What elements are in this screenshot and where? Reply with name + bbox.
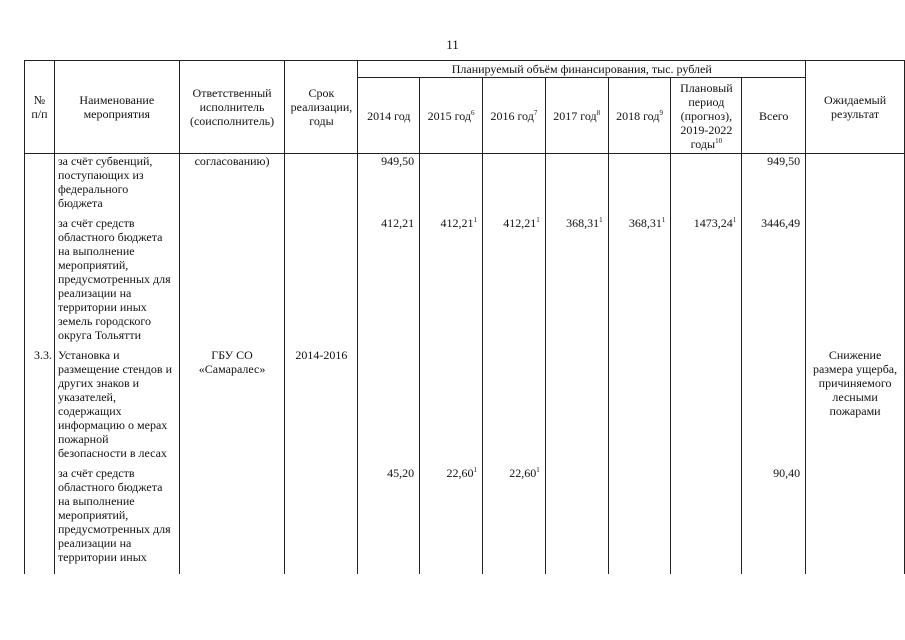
- row-total: 949,50: [742, 154, 806, 217]
- row-responsible: [179, 216, 285, 348]
- table-row: [25, 216, 905, 348]
- row-result: [806, 154, 905, 217]
- header-responsible: Ответственный исполнитель (соисполнитель): [179, 61, 285, 154]
- header-name: Наименование мероприятия: [54, 61, 179, 154]
- row-2016: [482, 154, 545, 217]
- row-plan: [671, 348, 742, 466]
- row-2016: [482, 348, 545, 466]
- row-total: 90,40: [742, 466, 806, 574]
- header-2017: 2017 год$^8$: [545, 78, 608, 154]
- row-2015: 412,21$^1$: [420, 216, 483, 348]
- row-total: [742, 348, 806, 466]
- row-total: 3446,49: [742, 216, 806, 348]
- table-row: [25, 348, 905, 466]
- row-plan: 1473,24$^1$: [671, 216, 742, 348]
- row-2018: [608, 348, 671, 466]
- row-2017: [545, 348, 608, 466]
- page-number: 11: [446, 37, 459, 52]
- row-num: [25, 154, 55, 217]
- header-num: № п/п: [25, 61, 55, 154]
- row-name: за счёт средств областного бюджета на выполнение мероприятий, предусмотренных для реализации на территории иных земель городского округа Тольятти: [54, 216, 179, 348]
- row-name: за счёт субвенций, поступающих из федерального бюджета: [54, 154, 179, 217]
- row-term: [285, 466, 358, 574]
- header-2015: 2015 год$^6$: [420, 78, 483, 154]
- row-2015: [420, 154, 483, 217]
- row-responsible: ГБУ СО «Самаралес»: [179, 348, 285, 466]
- row-2015: [420, 348, 483, 466]
- table-header: [25, 61, 905, 154]
- row-2017: [545, 154, 608, 217]
- table-body: [25, 154, 905, 575]
- row-term: [285, 216, 358, 348]
- row-result: [806, 216, 905, 348]
- header-2014: 2014 год: [358, 78, 420, 154]
- row-2018: [608, 154, 671, 217]
- table-row: [25, 466, 905, 574]
- row-result: Снижение размера ущерба, причиняемого лесными пожарами: [806, 348, 905, 466]
- row-2014: 412,21: [358, 216, 420, 348]
- row-2018: 368,31$^1$: [608, 216, 671, 348]
- header-financing: Планируемый объём финансирования, тыс. рублей: [358, 61, 806, 78]
- financing-table: [24, 60, 905, 574]
- row-2018: [608, 466, 671, 574]
- header-result: Ожидаемый результат: [806, 61, 905, 154]
- row-term: [285, 154, 358, 217]
- row-2014: 949,50: [358, 154, 420, 217]
- row-num: [25, 466, 55, 574]
- row-plan: [671, 466, 742, 574]
- row-result: [806, 466, 905, 574]
- row-num: 3.3.: [25, 348, 55, 466]
- row-plan: [671, 154, 742, 217]
- row-responsible: [179, 466, 285, 574]
- row-2016: 22,60$^1$: [482, 466, 545, 574]
- row-name: Установка и размещение стендов и других знаков и указателей, содержащих информацию о мерах пожарной безопасности в лесах: [54, 348, 179, 466]
- header-term: Срок реализации, годы: [285, 61, 358, 154]
- header-2016: 2016 год$^7$: [482, 78, 545, 154]
- header-plan: Плановый период (прогноз), 2019-2022 годы$^{10}$: [671, 78, 742, 154]
- row-2014: 45,20: [358, 466, 420, 574]
- row-2017: 368,31$^1$: [545, 216, 608, 348]
- row-name: за счёт средств областного бюджета на выполнение мероприятий, предусмотренных для реализации на территории иных: [54, 466, 179, 574]
- row-term: 2014-2016: [285, 348, 358, 466]
- header-total: Всего: [742, 78, 806, 154]
- table-row: [25, 154, 905, 217]
- row-responsible: согласованию): [179, 154, 285, 217]
- row-2014: [358, 348, 420, 466]
- row-num: [25, 216, 55, 348]
- header-2018: 2018 год$^9$: [608, 78, 671, 154]
- row-2015: 22,60$^1$: [420, 466, 483, 574]
- row-2017: [545, 466, 608, 574]
- row-2016: 412,21$^1$: [482, 216, 545, 348]
